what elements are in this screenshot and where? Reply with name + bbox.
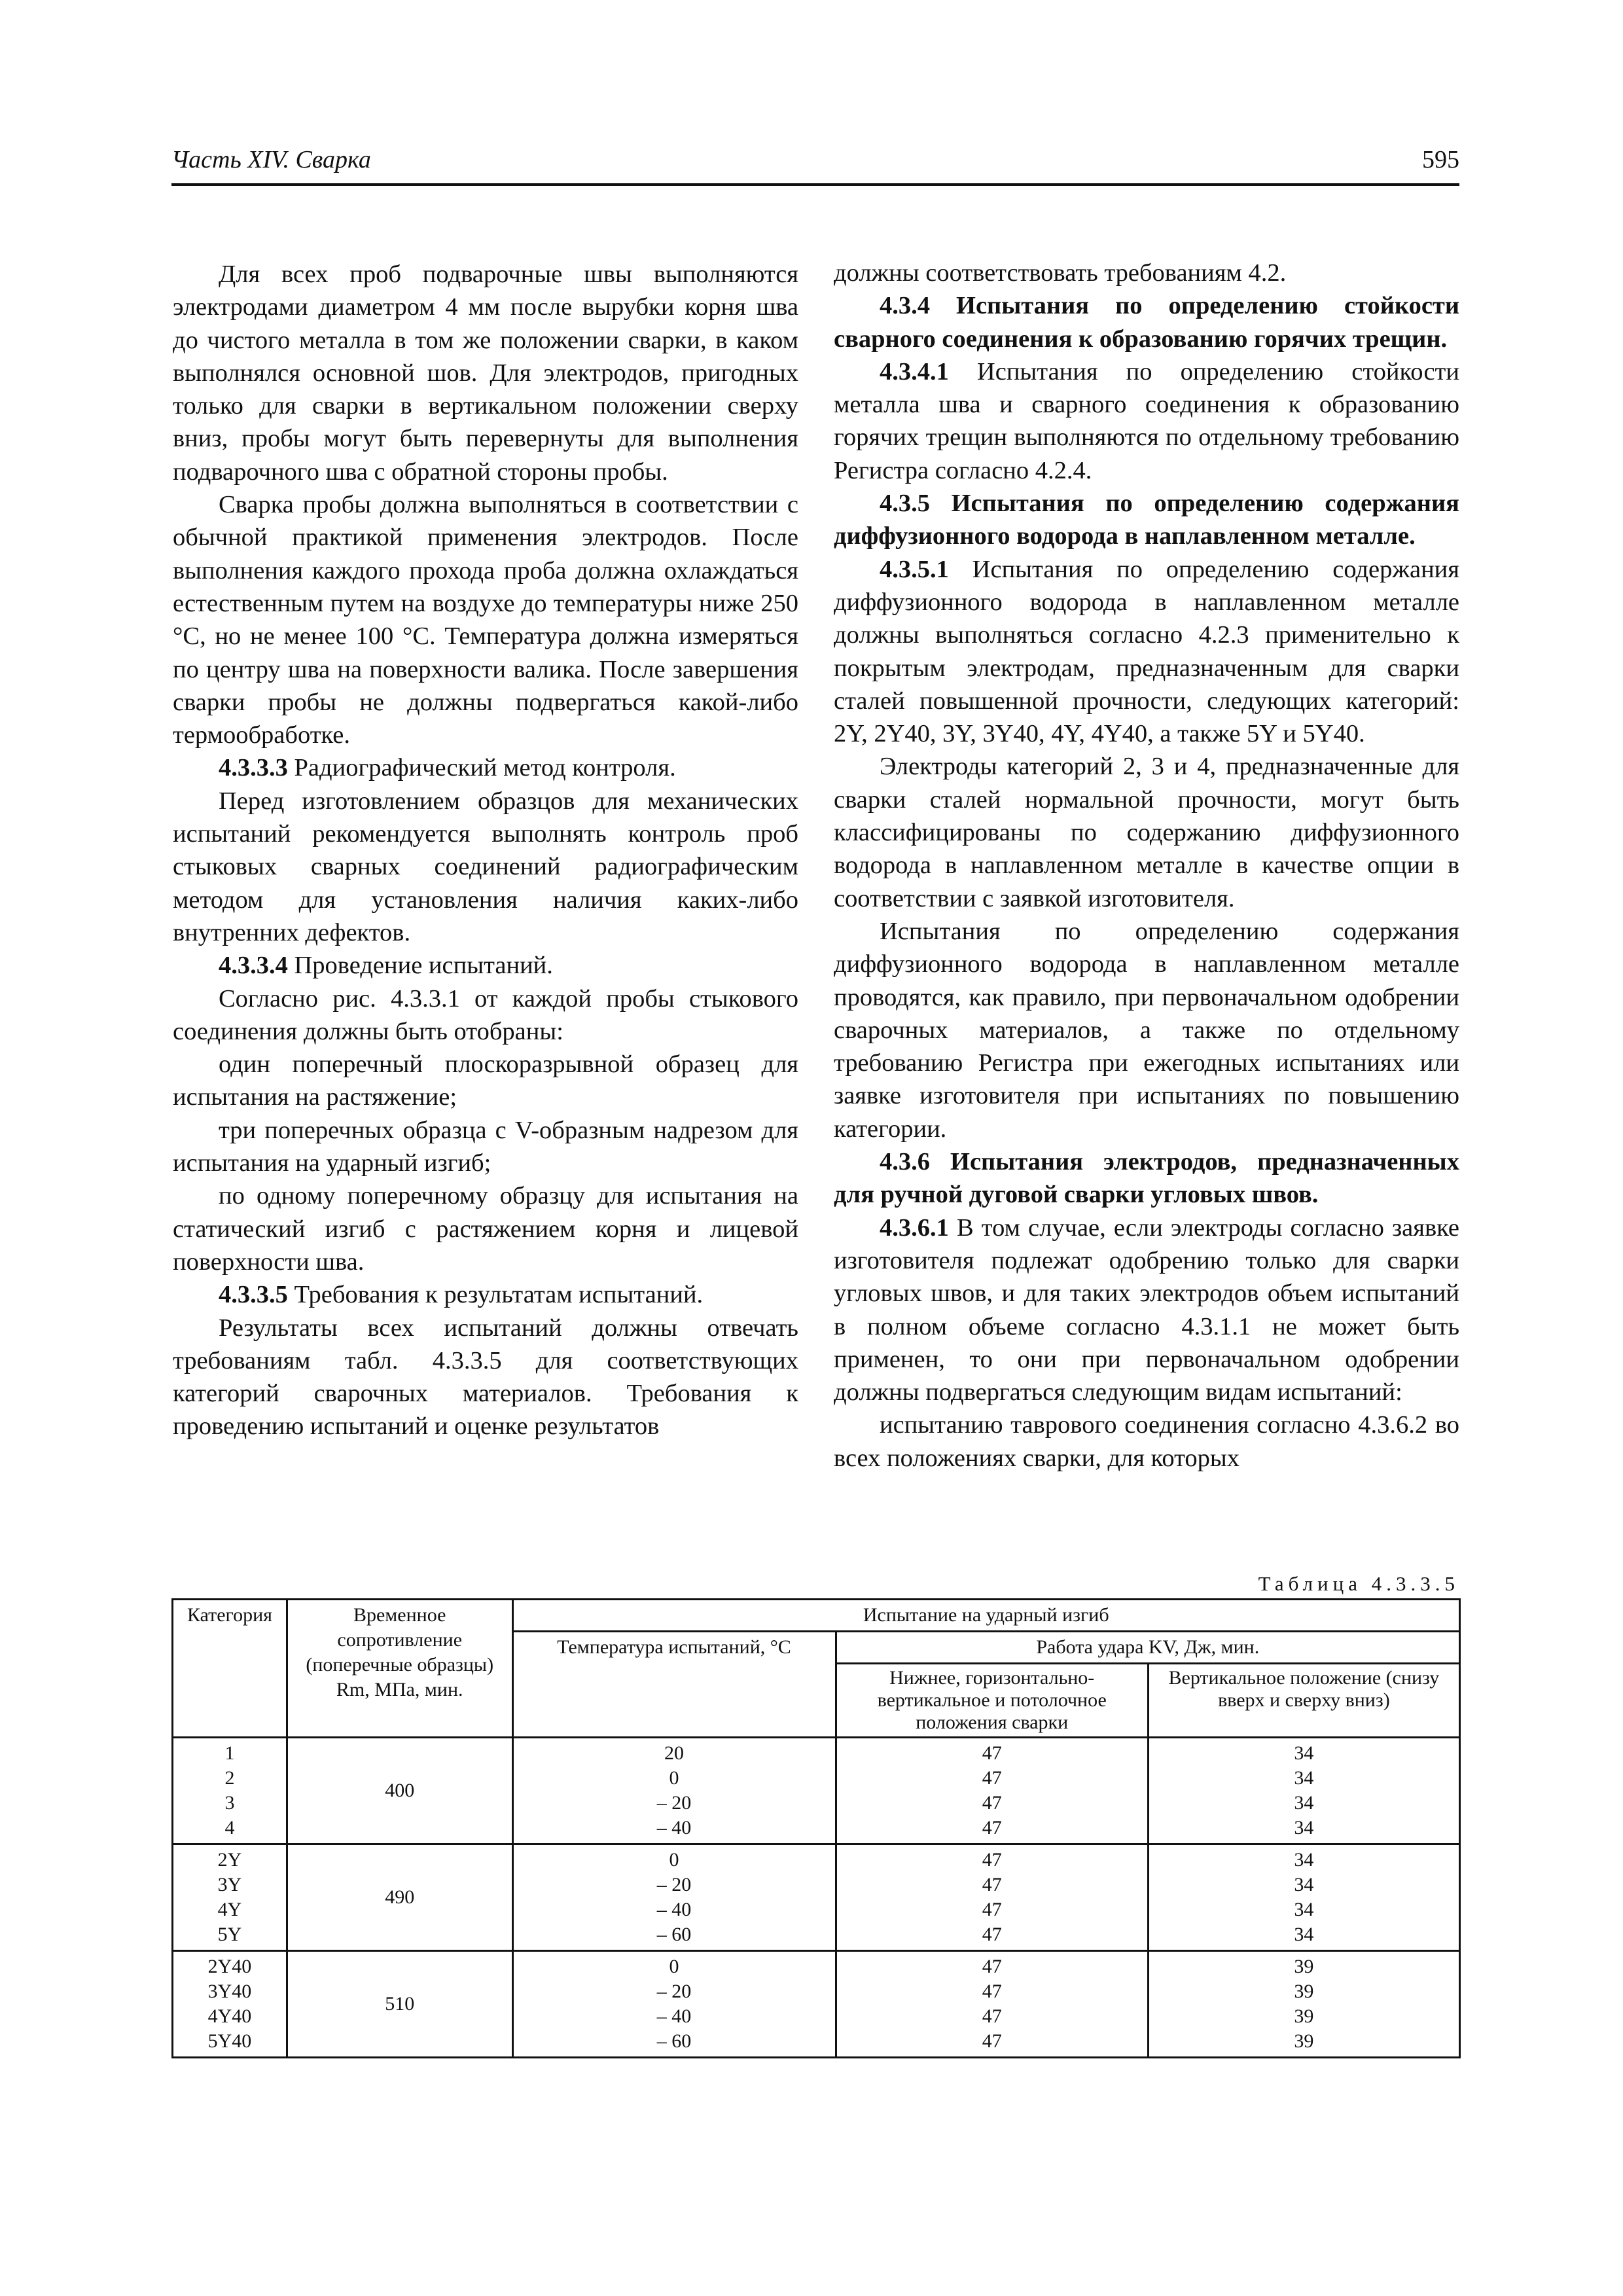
category-cell-value: 5Y40 xyxy=(207,2030,252,2052)
vertical-energy-cell-value: 34 xyxy=(1294,1924,1314,1945)
page-header xyxy=(171,143,1459,186)
paragraph: 4.3.6.1 В том случае, если электроды согласно заявке изготовителя подлежат одобрению только для сварки угловых швов, и для таких электродов объем испытаний в полном объеме согласно 4.3.1.1 не может быть применен, то они при первоначальном одобрении должны подвергаться следующим видам испытаний: xyxy=(834,1213,1459,1407)
flat-energy-cell xyxy=(836,1738,1148,1844)
table-header-row xyxy=(173,1600,1460,1632)
left-column xyxy=(173,258,798,1443)
table-caption: Таблица 4.3.3.5 xyxy=(1258,1572,1459,1595)
temperature-cell-value: – 40 xyxy=(656,1899,692,1920)
tensile-cell: 400 xyxy=(287,1738,512,1844)
flat-energy-cell-value: 47 xyxy=(982,1899,1002,1920)
heading-text: Радиографический метод контроля. xyxy=(287,754,676,782)
table-row xyxy=(173,1951,1460,2058)
section-number: 4.3.6.1 xyxy=(880,1213,949,1242)
flat-energy-cell-value: 47 xyxy=(982,1817,1002,1839)
subsection-heading xyxy=(173,949,798,982)
paragraph: Испытания по определению содержания диффузионного водорода в наплавленном металле проводятся, как правило, при первоначальном одобрении сварочных материалов, а также по отдельному требованию Регистра при ежегодных испытаниях или заявке изготовителя при испытаниях по повышению категории. xyxy=(834,917,1459,1143)
vertical-energy-cell-value: 39 xyxy=(1294,1981,1314,2002)
category-cell-value: 2Y40 xyxy=(207,1956,252,1977)
vertical-energy-cell-value: 34 xyxy=(1294,1742,1314,1764)
temperature-cell-value: 0 xyxy=(669,1849,679,1871)
category-cell-value: 1 xyxy=(224,1742,235,1764)
temperature-cell xyxy=(512,1738,836,1844)
vertical-energy-cell-value: 34 xyxy=(1294,1817,1314,1839)
temperature-cell-value: – 20 xyxy=(656,1792,692,1814)
category-cell-value: 3Y xyxy=(217,1874,242,1895)
vertical-energy-cell xyxy=(1148,1738,1459,1844)
right-column xyxy=(834,257,1459,1475)
category-cell xyxy=(173,1844,287,1951)
category-cell-value: 5Y xyxy=(217,1924,242,1945)
section-number: 4.3.3.4 xyxy=(219,952,288,980)
flat-energy-cell-value: 47 xyxy=(982,1742,1002,1764)
flat-energy-cell-value: 47 xyxy=(982,1849,1002,1871)
temperature-cell-value: – 60 xyxy=(656,2030,692,2052)
paragraph: Электроды категорий 2, 3 и 4, предназначенные для сварки сталей нормальной прочности, могут быть классифицированы по содержанию диффузионного водорода в наплавленном металле в качестве опции в соответствии с заявкой изготовителя. xyxy=(834,753,1459,912)
category-cell-value: 2Y xyxy=(217,1849,242,1871)
heading-text: Требования к результатам испытаний. xyxy=(287,1281,704,1309)
paragraph: Результаты всех испытаний должны отвечать требованиям табл. 4.3.3.5 для соответствующих категорий сварочных материалов. Требования к проведению испытаний и оценке результатов xyxy=(173,1314,798,1441)
flat-energy-cell-value: 47 xyxy=(982,1767,1002,1789)
paragraph: Перед изготовлением образцов для механических испытаний рекомендуется выполнять контроль проб стыковых сварных соединений радиографическим методом для установления наличия каких-либо внутренних дефектов. xyxy=(173,787,798,946)
table-row xyxy=(173,1844,1460,1951)
flat-energy-cell-value: 47 xyxy=(982,1956,1002,1977)
category-cell-value: 3 xyxy=(224,1792,235,1814)
flat-energy-cell-value: 47 xyxy=(982,1874,1002,1895)
header-category: Категория xyxy=(173,1600,287,1738)
page-number: 595 xyxy=(1422,146,1459,173)
flat-energy-cell xyxy=(836,1844,1148,1951)
section-number: 4.3.5.1 xyxy=(880,555,949,583)
flat-energy-cell-value: 47 xyxy=(982,1792,1002,1814)
section-heading: 4.3.5 Испытания по определению содержания диффузионного водорода в наплавленном металле. xyxy=(834,490,1459,550)
section-number: 4.3.3.3 xyxy=(219,754,288,782)
temperature-cell-value: 0 xyxy=(669,1956,679,1977)
list-item: по одному поперечному образцу для испытания на статический изгиб с растяжением корня и лицевой поверхности шва. xyxy=(173,1182,798,1276)
category-cell xyxy=(173,1951,287,2058)
tensile-cell: 510 xyxy=(287,1951,512,2058)
flat-energy-cell-value: 47 xyxy=(982,1981,1002,2002)
vertical-energy-cell-value: 39 xyxy=(1294,2030,1314,2052)
list-item: один поперечный плоскоразрывной образец для испытания на растяжение; xyxy=(173,1050,798,1111)
paragraph: 4.3.4.1 Испытания по определению стойкости металла шва и сварного соединения к образованию горячих трещин выполняются по отдельному требованию Регистра согласно 4.2.4. xyxy=(834,357,1459,484)
subsection-heading xyxy=(173,1278,798,1311)
heading-text: Проведение испытаний. xyxy=(287,952,553,980)
category-cell-value: 4 xyxy=(224,1817,235,1839)
tensile-cell: 490 xyxy=(287,1844,512,1951)
vertical-energy-cell-value: 39 xyxy=(1294,1956,1314,1977)
vertical-energy-cell-value: 34 xyxy=(1294,1792,1314,1814)
section-number: 4.3.4.1 xyxy=(880,357,949,386)
section-heading: 4.3.6 Испытания электродов, предназначенных для ручной дуговой сварки угловых швов. xyxy=(834,1148,1459,1209)
paragraph: испытанию таврового соединения согласно 4.3.6.2 во всех положениях сварки, для которых xyxy=(834,1411,1459,1472)
vertical-energy-cell-value: 34 xyxy=(1294,1767,1314,1789)
header-temperature: Температура испытаний, °C xyxy=(512,1632,836,1738)
header-impact: Испытание на ударный изгиб xyxy=(512,1600,1460,1632)
vertical-energy-cell-value: 34 xyxy=(1294,1849,1314,1871)
header-impact-energy: Работа удара KV, Дж, мин. xyxy=(836,1632,1459,1664)
category-cell-value: 2 xyxy=(224,1767,235,1789)
temperature-cell-value: – 20 xyxy=(656,1981,692,2002)
temperature-cell-value: – 20 xyxy=(656,1874,692,1895)
section-number: 4.3.3.5 xyxy=(219,1281,288,1309)
requirements-table xyxy=(171,1598,1461,2058)
temperature-cell xyxy=(512,1844,836,1951)
paragraph: Сварка пробы должна выполняться в соответствии с обычной практикой применения электродов. После выполнения каждого прохода проба должна охлаждаться естественным путем на воздухе до температуры ниже 250 °C, но не менее 100 °C. Температура должна измеряться по центру шва на поверхности валика. После завершения сварки пробы не должны подвергаться какой-либо термообработке. xyxy=(173,491,798,749)
temperature-cell-value: 0 xyxy=(669,1767,679,1789)
header-flat-position: Нижнее, горизонтально-вертикальное и потолочное положения сварки xyxy=(836,1664,1148,1738)
temperature-cell-value: 20 xyxy=(664,1742,685,1764)
subsection-heading xyxy=(173,751,798,784)
flat-energy-cell xyxy=(836,1951,1148,2058)
vertical-energy-cell-value: 34 xyxy=(1294,1899,1314,1920)
section-heading: 4.3.4 Испытания по определению стойкости сварного соединения к образованию горячих трещин. xyxy=(834,292,1459,353)
header-vertical-position: Вертикальное положение (снизу вверх и сверху вниз) xyxy=(1148,1664,1459,1738)
vertical-energy-cell-value: 34 xyxy=(1294,1874,1314,1895)
temperature-cell xyxy=(512,1951,836,2058)
header-tensile: Временное сопротивление (поперечные образцы) Rm, МПа, мин. xyxy=(287,1600,512,1738)
paragraph: Для всех проб подварочные швы выполняются электродами диаметром 4 мм после вырубки корня шва до чистого металла в том же положении сварки, в каком выполнялся основной шов. Для электродов, пригодных только для сварки в вертикальном положении сверху вниз, пробы могут быть перевернуты для выполнения подварочного шва с обратной стороны пробы. xyxy=(173,260,798,486)
flat-energy-cell-value: 47 xyxy=(982,2005,1002,2027)
vertical-energy-cell xyxy=(1148,1844,1459,1951)
flat-energy-cell-value: 47 xyxy=(982,2030,1002,2052)
paragraph: Согласно рис. 4.3.3.1 от каждой пробы стыкового соединения должны быть отобраны: xyxy=(173,984,798,1045)
section-title: Часть XIV. Сварка xyxy=(171,146,371,173)
category-cell-value: 3Y40 xyxy=(207,1981,252,2002)
vertical-energy-cell xyxy=(1148,1951,1459,2058)
paragraph: должны соответствовать требованиям 4.2. xyxy=(834,259,1287,287)
flat-energy-cell-value: 47 xyxy=(982,1924,1002,1945)
vertical-energy-cell-value: 39 xyxy=(1294,2005,1314,2027)
temperature-cell-value: – 40 xyxy=(656,2005,692,2027)
list-item: три поперечных образца с V-образным надрезом для испытания на ударный изгиб; xyxy=(173,1116,798,1177)
temperature-cell-value: – 40 xyxy=(656,1817,692,1839)
table-row xyxy=(173,1738,1460,1844)
paragraph: 4.3.5.1 Испытания по определению содержания диффузионного водорода в наплавленном металле должны выполняться согласно 4.2.3 применительно к покрытым электродам, предназначенным для сварки сталей повышенной прочности, следующих категорий: 2Y, 2Y40, 3Y, 3Y40, 4Y, 4Y40, а также 5Y и 5Y40. xyxy=(834,555,1459,748)
category-cell xyxy=(173,1738,287,1844)
category-cell-value: 4Y40 xyxy=(207,2005,252,2027)
category-cell-value: 4Y xyxy=(217,1899,242,1920)
temperature-cell-value: – 60 xyxy=(656,1924,692,1945)
